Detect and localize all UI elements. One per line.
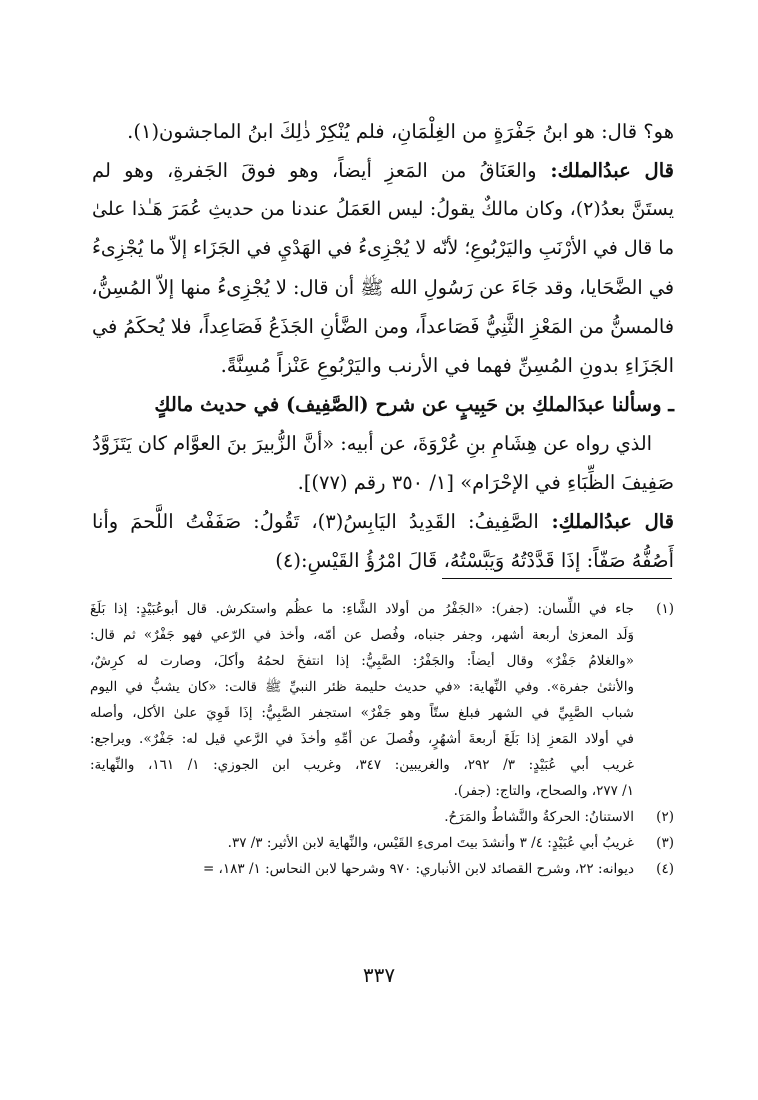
footnote-line: وَلَد المعزىٰ أربعة أشهر، وجفر جنباه، وفُصل عن أمّه، وأخذ في الرّعي فهو جَفْرٌ» ثم قال: <box>90 627 634 643</box>
footnote-line: شباب الصَّبِيِّ في الشهر فبلغ ستّاً وهو جَفْرٌ» استجفر الصَّبِيُّ: إذَا قَوِيَ علىٰ الأكل، وأصله <box>90 705 634 721</box>
footnotes <box>90 596 674 882</box>
main-line-6 <box>92 307 674 346</box>
main-line-11 <box>92 502 674 541</box>
footnote-number: (٢) <box>656 809 674 825</box>
footnote-4 <box>90 856 674 882</box>
footnote-line: في أولاد المَعزِ إذا بَلَغَ أربعةَ أشهُرٍ، وفُصلَ عن أمِّهِ وأخذَ في الرَّعي قيل له: جَفْرٌ». ويراجع: <box>90 731 634 747</box>
main-line-7 <box>92 346 674 385</box>
line-text: الجَزَاءِ بدونِ المُسِنِّ فهما في الأرنب واليَرْبُوعِ عَنْزاً مُسِنَّةً. <box>220 354 674 377</box>
footnote-line: غريب أبي عُبَيْدٍ: ٣/ ٢٩٢، والغريبين: ٣٤٧، وغريب ابن الجوزي: ١/ ١٦١، والنِّهاية: <box>90 757 634 773</box>
main-line-3 <box>92 190 674 229</box>
footnote-line: جاء في اللِّسان: (جفر): «الجَفْرُ من أولاد الشَّاءِ: ما عظُم واستكرش. قال أبوعُبَيْدٍ: إذا بَلَغَ <box>90 601 634 617</box>
line-text: هو؟ قال: هو ابنُ جَفْرَةٍ من الغِلْمَانِ، فلم يُنْكِرْ ذٰلِكَ ابنُ الماجشون(١). <box>127 120 674 143</box>
footnote-line: والأنثىٰ جفرة». وفي النِّهاية: «في حديث حليمة ظئر النبيِّ ﷺ قالت: «كان يشبُّ في اليوم <box>90 679 634 695</box>
main-line-1 <box>92 112 674 151</box>
section-heading <box>92 385 674 424</box>
footnote-3 <box>90 830 674 856</box>
main-line-5 <box>92 268 674 307</box>
heading-text: ـ وسألنا عبدَالملكِ بن حَبِيبٍ عن شرح (الصَّفِيف) في حديث مالكٍ <box>154 393 674 416</box>
bold-lead: قال عبدُالملك: <box>536 159 674 182</box>
bold-lead: قال عبدُالملكِ: <box>538 510 675 533</box>
line-text: فالمسنُّ من المَعْزِ الثَّنِيُّ فَصَاعداً، ومن الضَّأنِ الجَذَعُ فَصَاعِداً، فلا يُحكَمُ في <box>92 315 674 338</box>
main-line-9 <box>92 424 674 463</box>
footnote-number: (١) <box>656 601 674 617</box>
footnote-line: غريبُ أبي عُبَيْدٍ: ٤/ ٣ وأنشدَ بيتَ امرىءِ القَيْس، والنِّهاية لابن الأثير: ٣/ ٣٧. <box>227 835 634 851</box>
line-text: ما قال في الأرْنَبِ واليَرْبُوعِ؛ لأنّه لا يُجْزِىءُ في الهَدْيِ في الجَزَاء إلاّ ما يُجْزِىءُ <box>92 238 674 259</box>
line-text: الصَّفِيفُ: القَدِيدُ اليَابِسُ(٣)، تَقُولُ: صَفَفْتُ اللَّحمَ وأنا <box>92 510 539 533</box>
line-text: الذي رواه عن هِشَامِ بنِ عُرْوَةَ، عن أبيه: «أنَّ الزُّبيرَ بنَ العوَّام كان يَتَزَوَّدُ <box>92 432 652 455</box>
footnote-line: «والغلامُ جَفْرٌ» وقال أيضاً: والجَفْرُ: الصَّبِيُّ: إذا انتفخَ لحمُهُ وأكلَ، وصارت له كرِشٌ، <box>90 653 634 669</box>
line-text: في الضَّحَايا، وقد جَاءَ عن رَسُولِ الله ﷺ أن قال: لا يُجْزِىءُ منها إلاّ المُسِنُّ، <box>91 276 674 299</box>
main-line-2 <box>92 151 674 190</box>
footnote-number: (٣) <box>656 835 674 851</box>
footnote-number: (٤) <box>656 861 674 877</box>
line-text: يستَنَّ بعدُ(٢)، وكان مالكٌ يقولُ: ليس العَمَلُ عندنا من حديثِ عُمَرَ هَـٰذا علىٰ <box>92 198 674 220</box>
footnote-2 <box>90 804 674 830</box>
line-text: صَفِيفَ الظِّبَاءِ في الإحْرَام» [١/ ٣٥٠ رقم (٧٧)]. <box>297 471 674 494</box>
main-line-4 <box>92 229 674 268</box>
line-text: أَصُفُّهُ صَفّاً: إذَا قَدَّدْتُهُ وَيَبَّسْتُهُ، قَالَ امْرُؤُ القَيْسِ:(٤) <box>275 549 674 572</box>
footnote-line: ديوانه: ٢٢، وشرح القصائد لابن الأنباري: ٩٧٠ وشرحها لابن النحاس: ١/ ١٨٣، = <box>202 861 634 877</box>
main-text <box>92 112 674 580</box>
main-line-12 <box>92 541 674 580</box>
page-number: ٣٣٧ <box>362 963 396 987</box>
footnote-line: ١/ ٢٧٧، والصحاح، والتاج: (جفر). <box>453 783 634 799</box>
footnote-divider <box>442 578 672 579</box>
main-line-10 <box>92 463 674 502</box>
line-text: والعَنَاقُ من المَعزِ أيضاً، وهو فوقَ الجَفرةِ، وهو لم <box>92 159 537 182</box>
footnote-line: الاستنانُ: الحركةُ والنَّشاطُ والمَرَحُ. <box>444 809 634 825</box>
footnote-1 <box>90 596 674 804</box>
